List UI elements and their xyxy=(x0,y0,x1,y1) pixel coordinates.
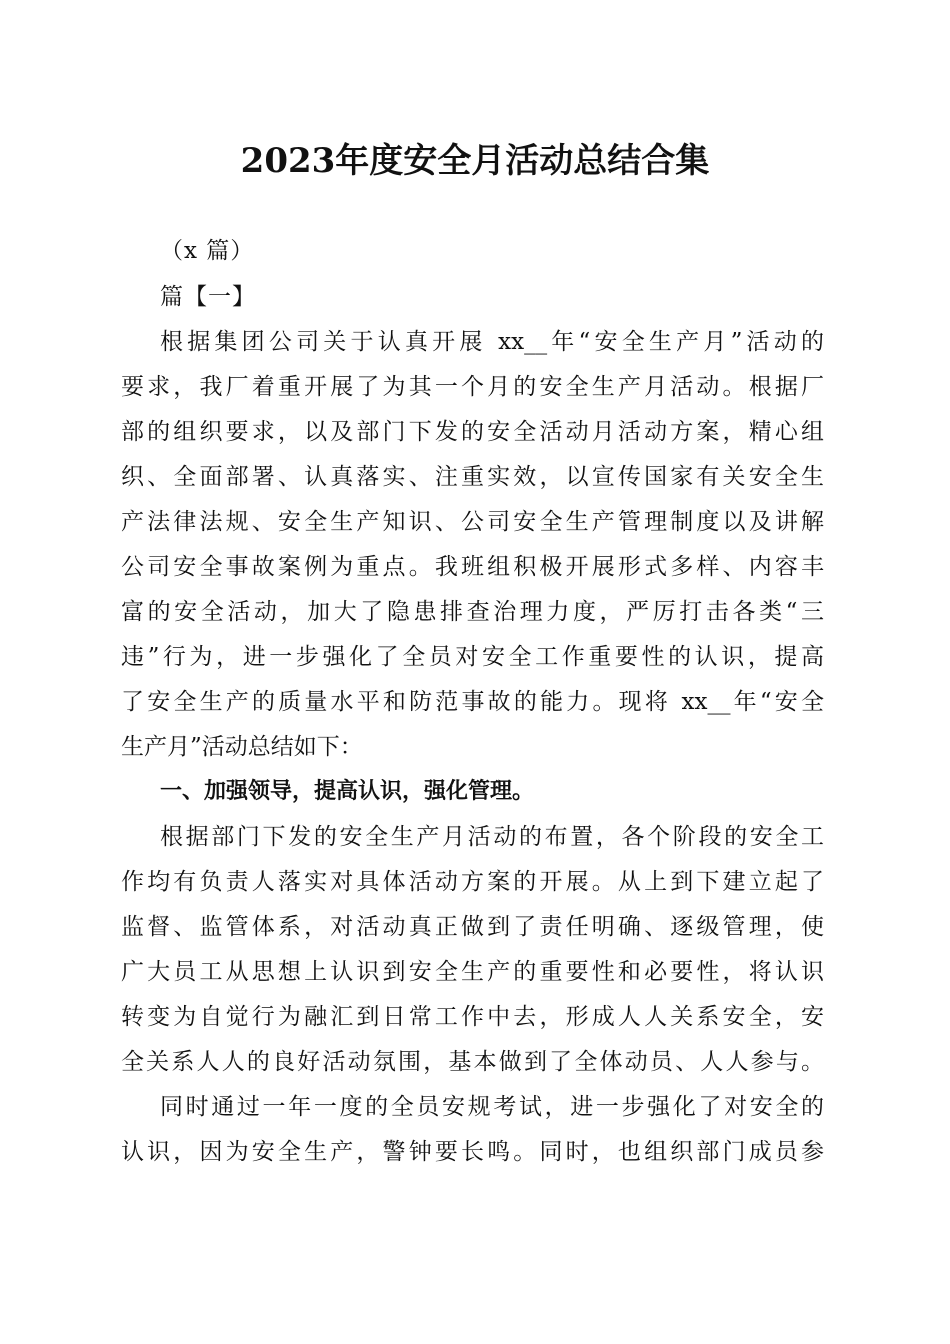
count-note: （x 篇） xyxy=(160,238,255,264)
para1-line: 公司安全事故案例为重点。我班组积极开展形式多样、内容丰 xyxy=(121,554,824,580)
para2-line: 根据部门下发的安全生产月活动的布置，各个阶段的安全工 xyxy=(160,824,824,850)
para1-line: 织、全面部署、认真落实、注重实效，以宣传国家有关安全生 xyxy=(121,464,824,490)
para1-line: 富的安全活动，加大了隐患排查治理力度，严厉打击各类“三 xyxy=(121,599,824,625)
para3-line: 认识，因为安全生产，警钟要长鸣。同时，也组织部门成员参 xyxy=(121,1139,824,1165)
para2-line: 广大员工从思想上认识到安全生产的重要性和必要性，将认识 xyxy=(121,959,824,985)
para2-line: 转变为自觉行为融汇到日常工作中去，形成人人关系安全，安 xyxy=(121,1004,824,1030)
para1-line: 根据集团公司关于认真开展 xx__年“安全生产月”活动的 xyxy=(160,329,824,355)
para2-line: 作均有负责人落实对具体活动方案的开展。从上到下建立起了 xyxy=(121,869,824,895)
para1-line: 产法律法规、安全生产知识、公司安全生产管理制度以及讲解 xyxy=(121,509,824,535)
para1-line: 生产月”活动总结如下： xyxy=(121,734,363,760)
para1-line: 了安全生产的质量水平和防范事故的能力。现将 xx__年“安全 xyxy=(121,689,824,715)
section-heading: 一、加强领导，提高认识，强化管理。 xyxy=(160,779,535,804)
para3-line: 同时通过一年一度的全员安规考试，进一步强化了对安全的 xyxy=(160,1094,824,1120)
part-label: 篇【一】 xyxy=(160,284,256,310)
para1-line: 要求，我厂着重开展了为其一个月的安全生产月活动。根据厂 xyxy=(121,374,824,400)
document-title: 2023年度安全月活动总结合集 xyxy=(240,141,710,181)
para2-line: 全关系人人的良好活动氛围，基本做到了全体动员、人人参与。 xyxy=(121,1049,824,1075)
para1-line: 部的组织要求，以及部门下发的安全活动月活动方案，精心组 xyxy=(121,419,824,445)
para2-line: 监督、监管体系，对活动真正做到了责任明确、逐级管理，使 xyxy=(121,914,824,940)
para1-line: 违”行为，进一步强化了全员对安全工作重要性的认识，提高 xyxy=(121,644,824,670)
